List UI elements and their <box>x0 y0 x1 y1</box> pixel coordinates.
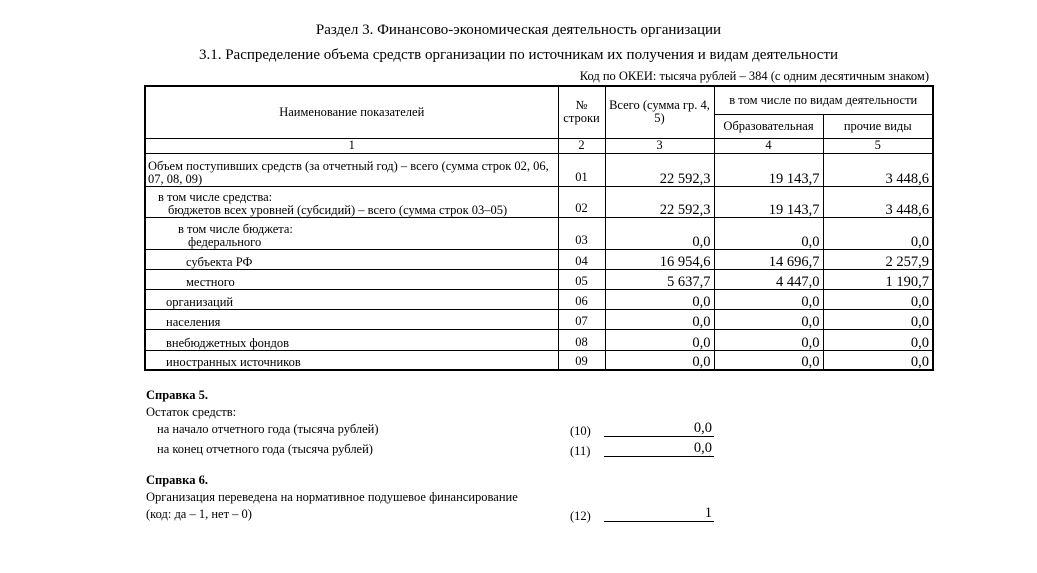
row-other: 0,0 <box>823 350 933 370</box>
row-label: населения <box>145 309 558 329</box>
okei-unit-note: Код по ОКЕИ: тысяча рублей – 384 (с одним десятичным знаком) <box>579 69 929 83</box>
col-number: 1 <box>145 138 558 153</box>
row-label: организаций <box>145 289 558 309</box>
row-total: 0,0 <box>605 329 714 350</box>
column-numbers-row <box>145 138 933 153</box>
col-number: 5 <box>823 138 933 153</box>
row-educational: 19 143,7 <box>714 153 823 186</box>
row-other: 0,0 <box>823 217 933 249</box>
row-educational: 0,0 <box>714 309 823 329</box>
per-capita-financing-code-hint: (код: да – 1, нет – 0) <box>146 507 252 521</box>
row-code: 04 <box>558 249 605 269</box>
row-total: 22 592,3 <box>605 153 714 186</box>
row-educational: 4 447,0 <box>714 269 823 289</box>
row-code: 08 <box>558 329 605 350</box>
reference-6-title: Справка 6. <box>146 473 208 487</box>
reference-5-subtitle: Остаток средств: <box>146 405 237 419</box>
balance-start-label: на начало отчетного года (тысяча рублей) <box>157 422 379 436</box>
header-row-no: № строки <box>558 86 605 138</box>
table-row <box>145 309 933 329</box>
table-row <box>145 269 933 289</box>
balance-start-value: 0,0 <box>604 420 714 437</box>
per-capita-financing-value: 1 <box>604 505 714 522</box>
row-educational: 0,0 <box>714 217 823 249</box>
per-capita-financing-label: Организация переведена на нормативное подушевое финансирование <box>146 490 518 504</box>
row-code: 06 <box>558 289 605 309</box>
row-label: бюджетов всех уровней (субсидий) – всего (сумма строк 03–05) <box>168 202 508 217</box>
row-total: 16 954,6 <box>605 249 714 269</box>
balance-start-code: (10) <box>570 424 591 438</box>
row-label: Объем поступивших средств (за отчетный год) – всего (сумма строк 02, 06, 07, 08, 09) <box>145 153 558 186</box>
table-row <box>145 153 933 186</box>
row-total: 0,0 <box>605 309 714 329</box>
row-educational: 0,0 <box>714 350 823 370</box>
per-capita-financing-code: (12) <box>570 509 591 523</box>
row-label: иностранных источников <box>145 350 558 370</box>
row-sublabel: в том числе бюджета: <box>178 221 293 236</box>
col-number: 2 <box>558 138 605 153</box>
row-label-cell <box>145 186 558 217</box>
row-educational: 19 143,7 <box>714 186 823 217</box>
reference-5-title: Справка 5. <box>146 388 208 402</box>
row-total: 5 637,7 <box>605 269 714 289</box>
row-code: 03 <box>558 217 605 249</box>
section-title: Раздел 3. Финансово-экономическая деятельность организации <box>315 22 722 38</box>
header-row-1 <box>145 86 933 114</box>
row-total: 22 592,3 <box>605 186 714 217</box>
row-other: 0,0 <box>823 329 933 350</box>
row-sublabel: в том числе средства: <box>158 189 273 204</box>
header-total: Всего (сумма гр. 4, 5) <box>605 86 714 138</box>
row-total: 0,0 <box>605 289 714 309</box>
header-by-activity: в том числе по видам деятельности <box>714 86 933 114</box>
row-educational: 0,0 <box>714 329 823 350</box>
row-other: 0,0 <box>823 289 933 309</box>
row-total: 0,0 <box>605 350 714 370</box>
row-other: 3 448,6 <box>823 153 933 186</box>
table-row <box>145 186 933 217</box>
row-label: федерального <box>188 234 262 249</box>
table-row <box>145 289 933 309</box>
row-other: 3 448,6 <box>823 186 933 217</box>
row-educational: 0,0 <box>714 289 823 309</box>
row-label: внебюджетных фондов <box>145 329 558 350</box>
balance-end-value: 0,0 <box>604 440 714 457</box>
row-other: 2 257,9 <box>823 249 933 269</box>
row-other: 0,0 <box>823 309 933 329</box>
row-other: 1 190,7 <box>823 269 933 289</box>
row-code: 05 <box>558 269 605 289</box>
subsection-title: 3.1. Распределение объема средств организации по источникам их получения и видам деятельности <box>198 47 839 63</box>
header-name: Наименование показателей <box>145 86 558 138</box>
row-label: местного <box>145 269 558 289</box>
table-row <box>145 249 933 269</box>
col-number: 3 <box>605 138 714 153</box>
row-code: 02 <box>558 186 605 217</box>
header-educational: Образовательная <box>714 114 823 138</box>
row-code: 09 <box>558 350 605 370</box>
row-label: субъекта РФ <box>145 249 558 269</box>
balance-end-label: на конец отчетного года (тысяча рублей) <box>157 442 373 456</box>
row-label-cell <box>145 217 558 249</box>
balance-end-code: (11) <box>570 444 591 458</box>
row-educational: 14 696,7 <box>714 249 823 269</box>
header-other: прочие виды <box>823 114 933 138</box>
table-row <box>145 350 933 370</box>
col-number: 4 <box>714 138 823 153</box>
row-total: 0,0 <box>605 217 714 249</box>
row-code: 07 <box>558 309 605 329</box>
table-row <box>145 217 933 249</box>
row-code: 01 <box>558 153 605 186</box>
funds-distribution-table <box>144 85 934 371</box>
table-row <box>145 329 933 350</box>
